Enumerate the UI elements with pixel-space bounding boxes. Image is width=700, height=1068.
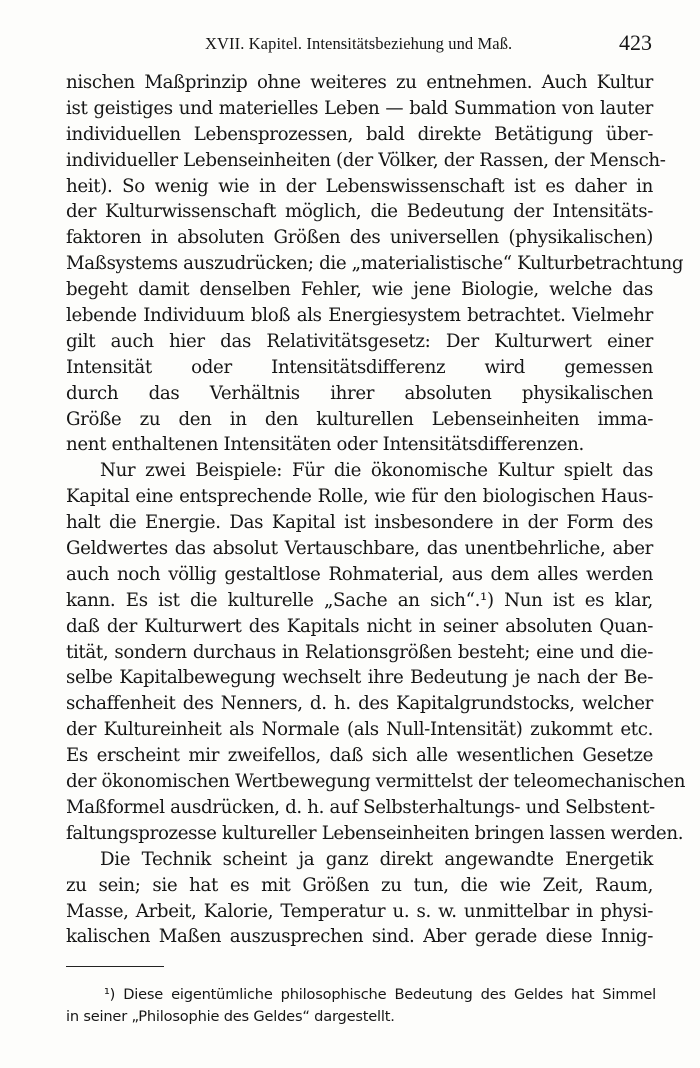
text-line: Die Technik scheint ja ganz direkt angewandte Energetik (100, 848, 653, 870)
text-line: Intensität oder Intensitätsdifferenz wird gemessen (66, 356, 653, 378)
text-line: individuellen Lebensprozessen, bald direkte Betätigung über- (66, 123, 653, 145)
text-line: daß der Kulturwert des Kapitals nicht in seiner absoluten Quan- (66, 615, 653, 637)
footnote-rule (66, 966, 164, 967)
text-line: Größe zu den in den kulturellen Lebenseinheiten imma- (66, 408, 653, 430)
text-line: nent enthaltenen Intensitäten oder Intensitätsdifferenzen. (66, 434, 584, 456)
footnote-line: ¹) Diese eigentümliche philosophische Bedeutung des Geldes hat Simmel (104, 986, 656, 1003)
text-line: Nur zwei Beispiele: Für die ökonomische Kultur spielt das (100, 460, 653, 482)
text-line: der Kultureinheit als Normale (als Null-Intensität) zukommt etc. (66, 719, 653, 741)
text-line: tität, sondern durchaus in Relationsgrößen besteht; eine und die- (66, 641, 653, 663)
running-title: XVII. Kapitel. Intensitätsbeziehung und Maß. (205, 34, 513, 53)
footnote-line: in seiner „Philosophie des Geldes“ dargestellt. (66, 1008, 395, 1025)
text-line: der Kulturwissenschaft möglich, die Bedeutung der Intensitäts- (66, 201, 653, 223)
text-line: durch das Verhältnis ihrer absoluten physikalischen (66, 382, 653, 404)
footnotes (66, 984, 656, 1028)
text-line: zu sein; sie hat es mit Größen zu tun, die wie Zeit, Raum, (66, 874, 653, 896)
text-line: gilt auch hier das Relativitätsgesetz: Der Kulturwert einer (66, 330, 653, 352)
text-line: Maßsystems auszudrücken; die „materialistische“ Kulturbetrachtung (66, 253, 684, 275)
text-line: kann. Es ist die kulturelle „Sache an sich“.¹) Nun ist es klar, (66, 589, 653, 611)
body-text (66, 70, 686, 950)
text-line: schaffenheit des Nenners, d. h. des Kapitalgrundstocks, welcher (66, 693, 653, 715)
text-line: Es erscheint mir zweifellos, daß sich alle wesentlichen Gesetze (66, 745, 653, 767)
text-line: auch noch völlig gestaltlose Rohmaterial, aus dem alles werden (66, 563, 653, 585)
text-line: begeht damit denselben Fehler, wie jene Biologie, welche das (66, 279, 653, 301)
text-line: kalischen Maßen auszusprechen sind. Aber gerade diese Innig- (66, 926, 653, 948)
text-line: heit). So wenig wie in der Lebenswissenschaft ist es daher in (66, 175, 653, 197)
text-line: individueller Lebenseinheiten (der Völker, der Rassen, der Mensch- (66, 149, 666, 171)
text-line: Masse, Arbeit, Kalorie, Temperatur u. s. w. unmittelbar in physi- (66, 900, 653, 922)
text-line: faltungsprozesse kultureller Lebenseinheiten bringen lassen werden. (66, 822, 684, 844)
text-line: der ökonomischen Wertbewegung vermittelst der teleomechanischen (66, 771, 686, 793)
page-number: 423 (619, 30, 652, 55)
text-line: Maßformel ausdrücken, d. h. auf Selbsterhaltungs- und Selbstent- (66, 796, 655, 818)
text-line: faktoren in absoluten Größen des universellen (physikalischen) (66, 227, 653, 249)
text-line: Kapital eine entsprechende Rolle, wie für den biologischen Haus- (66, 486, 653, 508)
page-header (0, 30, 700, 60)
text-line: halt die Energie. Das Kapital ist insbesondere in der Form des (66, 512, 653, 534)
text-line: Geldwertes das absolut Vertauschbare, das unentbehrliche, aber (66, 538, 653, 560)
text-line: nischen Maßprinzip ohne weiteres zu entnehmen. Auch Kultur (66, 72, 653, 93)
text-line: ist geistiges und materielles Leben — bald Summation von lauter (66, 97, 653, 119)
text-line: lebende Individuum bloß als Energiesystem betrachtet. Vielmehr (66, 305, 653, 327)
text-line: selbe Kapitalbewegung wechselt ihre Bedeutung je nach der Be- (66, 667, 653, 689)
